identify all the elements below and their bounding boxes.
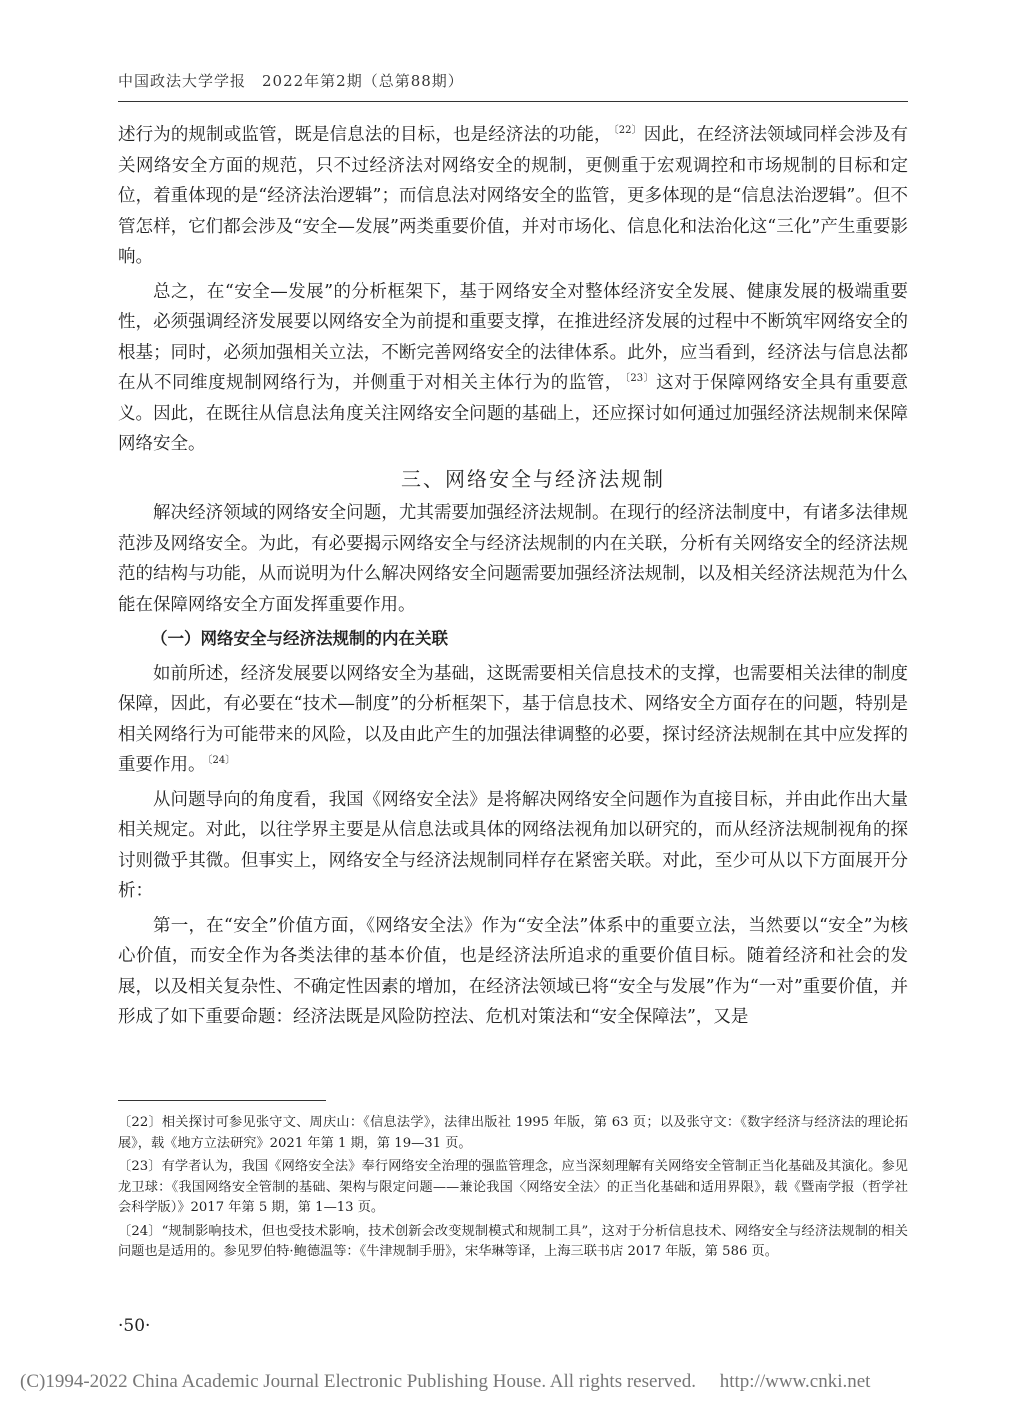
footnote-24: 〔24〕“规制影响技术，但也受技术影响，技术创新会改变规制模式和规制工具”，这对于分析信息技术、网络安全与经济法规制的相关问题也是适用的。参见罗伯特·鲍德温等：《牛津规制手册》，宋华琳等译，上海三联书店 2017 年版，第 586 页。 xyxy=(118,1223,908,1259)
paragraph-1-part-a: 述行为的规制或监管，既是信息法的目标，也是经济法的功能， xyxy=(118,125,612,145)
footnote-ref-24[interactable]: 〔24〕 xyxy=(207,755,236,767)
paragraph-2-part-a: 总之，在“安全—发展”的分析框架下，基于网络安全对整体经济安全发展、健康发展的极端重要性，必须强调经济发展要以网络安全为前提和重要支撑，在推进经济发展的过程中不断筑牢网络安全的根基；同时，必须加强相关立法，不断完善网络安全的法律体系。此外，应当看到，经济法与信息法都在从不同维度规制网络行为，并侧重于对相关主体行为的监管， xyxy=(118,281,908,393)
header-divider xyxy=(118,101,908,102)
paragraph-2 xyxy=(118,277,908,460)
paragraph-5: 从问题导向的角度看，我国《网络安全法》是将解决网络安全问题作为直接目标，并由此作出大量相关规定。对此，以往学界主要是从信息法或具体的网络法视角加以研究的，而从经济法规制视角的探讨则微乎其微。但事实上，网络安全与经济法规制同样存在紧密关联。对此，至少可从以下方面展开分析： xyxy=(118,789,908,901)
subsection-title: （一）网络安全与经济法规制的内在关联 xyxy=(151,629,448,648)
paragraph-6: 第一，在“安全”价值方面，《网络安全法》作为“安全法”体系中的重要立法，当然要以“安全”为核心价值，而安全作为各类法律的基本价值，也是经济法所追求的重要价值目标。随着经济和社会的发展，以及相关复杂性、不确定性因素的增加，在经济法领域已将“安全与发展”作为“一对”重要价值，并形成了如下重要命题：经济法既是风险防控法、危机对策法和“安全保障法”，又是 xyxy=(118,915,908,1027)
section-title: 三、网络安全与经济法规制 xyxy=(401,466,665,491)
paragraph-1-part-b: 因此，在经济法领域同样会涉及有关网络安全方面的规范，只不过经济法对网络安全的规制，更侧重于宏观调控和市场规制的目标和定位，着重体现的是“经济法治逻辑”；而信息法对网络安全的监管，更多体现的是“信息法治逻辑”。但不管怎样，它们都会涉及“安全—发展”两类重要价值，并对市场化、信息化和法治化这“三化”产生重要影响。 xyxy=(118,125,908,267)
paragraph-3: 解决经济领域的网络安全问题，尤其需要加强经济法规制。在现行的经济法制度中，有诸多法律规范涉及网络安全。为此，有必要揭示网络安全与经济法规制的内在关联，分析有关网络安全的经济法规范的结构与功能，从而说明为什么解决网络安全问题需要加强经济法规制，以及相关经济法规范为什么能在保障网络安全方面发挥重要作用。 xyxy=(118,503,908,615)
footnote-divider xyxy=(118,1100,326,1101)
footnote-ref-23[interactable]: 〔23〕 xyxy=(624,373,655,385)
footnote-23: 〔23〕有学者认为，我国《网络安全法》奉行网络安全治理的强监管理念，应当深刻理解有关网络安全管制正当化基础及其演化。参见龙卫球：《我国网络安全管制的基础、架构与限定问题——兼论我国〈网络安全法〉的正当化基础和适用界限》，载《暨南学报（哲学社会科学版）》2017 年第 5 期，第 1—13 页。 xyxy=(118,1159,908,1215)
paragraph-4 xyxy=(118,659,908,781)
footnote-22: 〔22〕相关探讨可参见张守文、周庆山：《信息法学》，法律出版社 1995 年版，第 63 页；以及张守文：《数字经济与经济法的理论拓展》，载《地方立法研究》2021 年第 1 期，第 19—31 页。 xyxy=(118,1115,908,1151)
page-number: ·50· xyxy=(118,1316,151,1336)
running-header: 中国政法大学学报 2022年第2期（总第88期） xyxy=(118,72,464,90)
article-body xyxy=(118,120,908,1037)
footnotes xyxy=(118,1113,908,1266)
copyright-watermark: (C)1994-2022 China Academic Journal Electronic Publishing House. All rights reserved. http://www.cnki.net xyxy=(20,1371,871,1392)
paragraph-1 xyxy=(118,120,908,273)
footnote-ref-22[interactable]: 〔22〕 xyxy=(613,125,642,137)
paragraph-2-part-b: 这对于保障网络安全具有重要意义。因此，在既往从信息法角度关注网络安全问题的基础上，还应探讨如何通过加强经济法规制来保障网络安全。 xyxy=(118,373,908,454)
paragraph-4-text: 如前所述，经济发展要以网络安全为基础，这既需要相关信息技术的支撑，也需要相关法律的制度保障，因此，有必要在“技术—制度”的分析框架下，基于信息技术、网络安全方面存在的问题，特别是相关网络行为可能带来的风险，以及由此产生的加强法律调整的必要，探讨经济法规制在其中应发挥的重要作用。 xyxy=(118,663,908,775)
